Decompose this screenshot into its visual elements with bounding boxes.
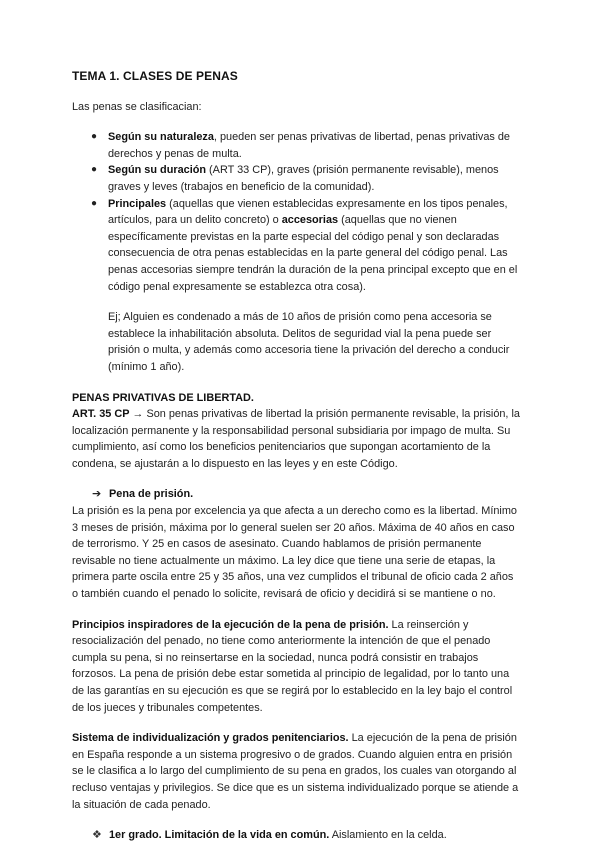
classification-list — [72, 129, 522, 295]
list-item-text: (aquellas que no vienen específicamente previstas en la parte especial del código penal y son declaradas consecuencia de otra penas establecidas en la parte general del código penal. Las penas accesorias siempre tendrán la duración de la pena principal excepto que en el código penal expresamente se establezca otra cosa). — [108, 214, 518, 293]
page-title: TEMA 1. CLASES DE PENAS — [72, 69, 238, 83]
list-item-text: , pueden ser penas privativas de libertad, penas privativas de derechos y penas de multa. — [108, 131, 510, 160]
list-item-heading: Según su duración — [108, 164, 207, 177]
grado1-heading: 1er grado. Limitación de la vida en común. — [109, 829, 330, 842]
intro-text: Las penas se clasificacian: — [72, 100, 202, 113]
pena-prision-text: La prisión es la pena por excelencia ya que afecta a un derecho como es la libertad. Mínimo 3 meses de prisión, máxima por lo general suelen ser 20 años. Máxima de 40 años en caso de terrorismo. Y 25 en casos de asesinato. Cuando hablamos de prisión permanente revisable no tiene actualmente un máximo. La ley dice que tiene una serie de etapas, la primera parte oscila entre 25 y 35 años, una vez cumplidos el tribunal de oficio cada 2 años o también cuando el penado lo solicite, revisará de oficio y decidirá si se mantiene o no. — [72, 505, 517, 601]
grado1-text: Aislamiento en la celda. — [329, 829, 447, 842]
list-item-heading-accesorias: accesorias — [281, 214, 339, 227]
list-item-text: (ART 33 CP), graves (prisión permanente revisable), menos graves y leves (trabajos en beneficio de la comunidad). — [108, 164, 499, 193]
sistema-paragraph — [72, 730, 522, 813]
art35-text: → Son penas privativas de libertad la prisión permanente revisable, la prisión, la localización permanente y la responsabilidad personal subsidiaria por impago de multa. Su cumplimiento, así como los beneficios penitenciarios que supongan acortamiento de la condena, se ajustarán a lo dispuesto en las leyes y en este Código. — [72, 408, 520, 470]
document-content — [72, 68, 522, 844]
principios-paragraph — [72, 617, 522, 717]
bullet-icon: ● — [91, 131, 98, 143]
pena-prision-heading: ➔ Pena de prisión. — [72, 486, 522, 503]
bullet-icon: ● — [91, 164, 98, 176]
section-heading: PENAS PRIVATIVAS DE LIBERTAD. — [72, 391, 254, 404]
grado1-item — [72, 827, 522, 844]
art35-paragraph — [72, 406, 522, 472]
diamond-bullet-icon: ❖ — [92, 829, 102, 842]
list-item-heading: Según su naturaleza — [108, 131, 214, 144]
principios-heading: Principios inspiradores de la ejecución de la pena de prisión. — [72, 618, 389, 631]
sistema-text: La ejecución de la pena de prisión en España responde a un sistema progresivo o de grados. Cuando alguien entra en prisión se le clasifica a lo largo del cumplimiento de su pena en grados, los cuales van otorgando al recluso ventajas y privilegios. Se dice que es un sistema individualizado porque se atiende a la situación de cada penado. — [72, 732, 519, 811]
list-item-principales — [91, 196, 522, 296]
principios-text: La reinserción y resocialización del penado, no tiene como anteriormente la intención de que el penado cumpla su pena, si no reinsertarse en la sociedad, nunca podrá consistir en trabajos forzosos. La pena de prisión debe estar sometida al principio de legalidad, por lo tanto una de las garantías en su ejecución es que se regirá por lo establecido en la ley bajo el control de los jueces y tribunales competentes. — [72, 618, 513, 714]
list-item-heading: Principales — [108, 197, 167, 210]
bullet-icon: ● — [91, 197, 98, 209]
list-item-text: (aquellas que vienen establecidas expresamente en los tipos penales, artículos, para un delito concreto) o — [108, 197, 508, 227]
list-item-duracion — [91, 162, 522, 195]
example-paragraph: Ej; Alguien es condenado a más de 10 años de prisión como pena accesoria se establece la inhabilitación absoluta. Delitos de seguridad vial la pena puede ser prisión o multa, y además como accesoria tiene la privación del derecho a conducir (mínimo 1 año). — [108, 311, 510, 373]
art35-label: ART. 35 CP — [72, 408, 130, 421]
sistema-heading: Sistema de individualización y grados penitenciarios. — [72, 732, 349, 745]
list-item-naturaleza — [91, 129, 522, 162]
arrow-right-icon: ➔ — [92, 488, 102, 501]
